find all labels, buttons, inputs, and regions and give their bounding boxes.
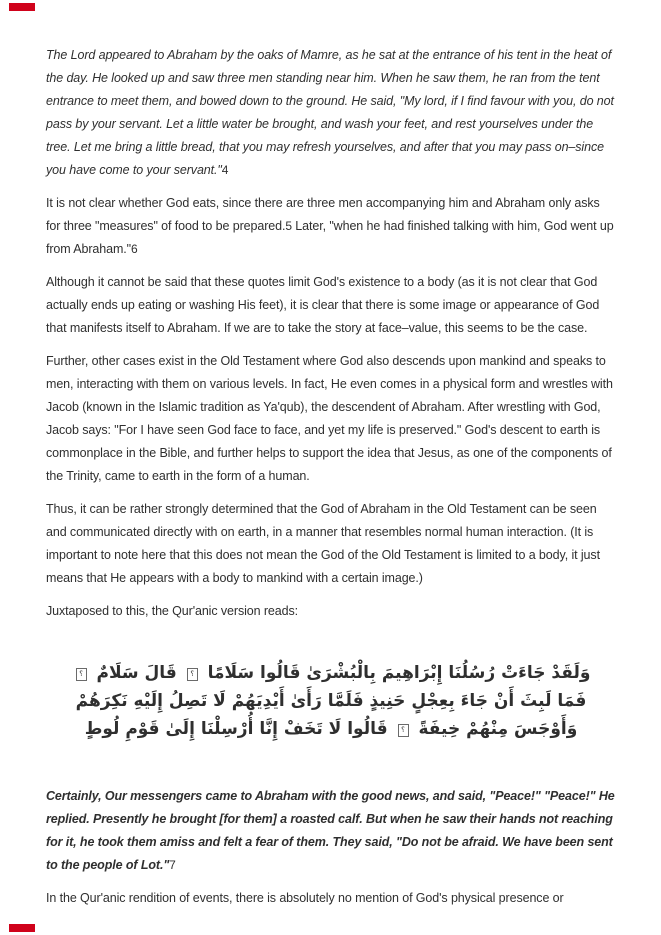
arabic-text-segment: وَلَقَدْ جَاءَتْ رُسُلُنَا إِبْرَاهِيمَ بِالْبُشْرَىٰ قَالُوا سَلَامًا [207,663,591,683]
text-run: Further, other cases exist in the Old Testament where God also descends upon mankind and speaks to men, interacting with them on various levels. In fact, He even comes in a physical form and wrestles with Jacob (known in the Islamic tradition as Ya'qub), the descendent of Abraham. After wrestling with God, Jacob says: "For I have seen God face to face, and yet my life is preserved." God's descent to earth is commonplace in the Bible, and further helps to support the idea that Jesus, as one of the components of the Trinity, came to earth in the form of a human. [46,354,613,483]
footnote-marker: 4 [221,163,229,177]
quran-arabic-verse [58,659,604,743]
page-marker-top [9,3,35,11]
paragraph [46,350,616,488]
text-run: Although it cannot be said that these quotes limit God's existence to a body (as it is not clear that God actually ends up eating or washing His feet), it is clear that there is some image or appearance of God that manifests itself to Abraham. If we are to take the story at face–value, this seems to be the case. [46,275,600,335]
text-run: Thus, it can be rather strongly determined that the God of Abraham in the Old Testament can be seen and communicated directly with on earth, in a manner that resembles normal human interaction. (It is important to note here that this does not mean the God of the Old Testament is limited to a body, it just means that He appears with a body to mankind with a certain image.) [46,502,600,585]
text-run: The Lord appeared to Abraham by the oaks of Mamre, as he sat at the entrance of his tent in the heat of the day. He looked up and saw three men standing near him. When he saw them, he ran from the tent entrance to meet them, and bowed down to the ground. He said, "My lord, if I find favour with you, do not pass by your servant. Let a little water be brought, and wash your feet, and rest yourselves under the tree. Let me bring a little bread, that you may refresh yourselves, and after that you may pass on–since you have come to your servant." [46,48,614,177]
text-run: Later, "when he had finished talking with him, God went up from Abraham." [46,219,614,256]
footnote-marker: 5 [285,219,292,233]
text-run: Certainly, Our messengers came to Abraham with the good news, and said, "Peace!" "Peace!" He replied. Presently he brought [for them] a roasted calf. But when he saw their hands not reaching for it, he took them amiss and felt a fear of them. They said, "Do not be afraid. We have been sent to the people of Lot." [46,789,615,872]
text-run: It is not clear whether God eats, since there are three men accompanying him and Abraham only asks for three "measures" of food to be prepared. [46,196,600,233]
article-body [46,44,616,920]
missing-glyph-box: ؟ [76,668,87,681]
text-run: Juxtaposed to this, the Qur'anic version reads: [46,604,298,618]
page-marker-bottom [9,924,35,932]
arabic-text-segment: قَالُوا لَا تَخَفْ إِنَّا أُرْسِلْنَا إِلَىٰ قَوْمِ لُوطٍ [84,719,388,739]
missing-glyph-box: ؟ [187,668,198,681]
paragraph [46,600,616,623]
arabic-text-segment: فَمَا لَبِثَ أَنْ جَاءَ بِعِجْلٍ حَنِيذٍ فَلَمَّا رَأَىٰ أَيْدِيَهُمْ لَا تَصِلُ إِلَيْهِ نَكِرَهُمْ وَأَوْجَسَ مِنْهُمْ خِيفَةً [75,691,587,739]
paragraph [46,498,616,590]
paragraph [46,785,616,877]
paragraph [46,887,616,910]
footnote-marker: 6 [131,242,138,256]
missing-glyph-box: ؟ [398,724,409,737]
paragraph [46,271,616,340]
footnote-marker: 7 [169,858,176,872]
paragraph [46,192,616,261]
paragraph [46,44,616,182]
arabic-text-segment: قَالَ سَلَامٌ [96,663,177,683]
text-run: In the Qur'anic rendition of events, there is absolutely no mention of God's physical presence or [46,891,564,905]
